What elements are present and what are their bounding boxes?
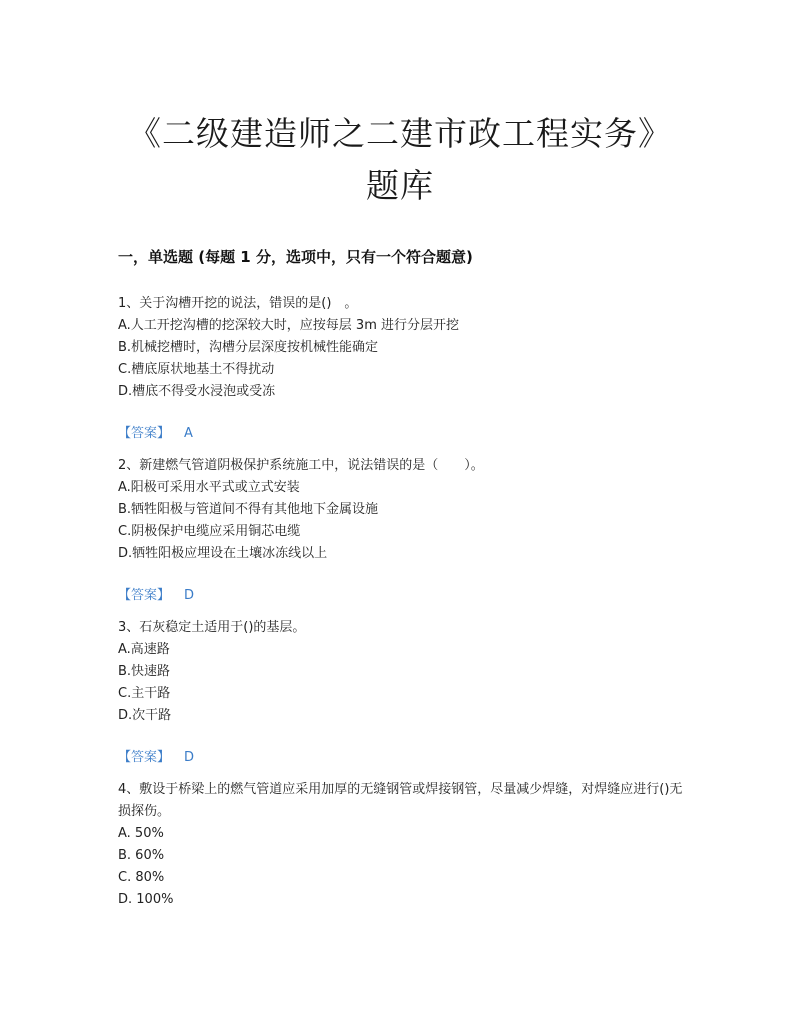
option-a: A. 50%: [118, 826, 164, 841]
question-stem: 3、石灰稳定土适用于()的基层。: [118, 620, 306, 635]
option-b: B. 60%: [118, 848, 165, 863]
answer-label: 【答案】: [118, 750, 171, 765]
question-stem: 2、新建燃气管道阴极保护系统施工中，说法错误的是（ ）。: [118, 458, 484, 473]
option-a: A.人工开挖沟槽的挖深较大时，应按每层 3m 进行分层开挖: [118, 318, 459, 333]
option-b: B.牺牲阳极与管道间不得有其他地下金属设施: [118, 502, 379, 517]
answer-label: 【答案】: [118, 588, 171, 603]
option-b: B.快速路: [118, 664, 171, 679]
answer-value: D: [184, 588, 195, 603]
question-4: [118, 779, 688, 911]
question-2: [118, 455, 688, 565]
option-d: D.槽底不得受水浸泡或受冻: [118, 384, 276, 399]
option-b: B.机械挖槽时，沟槽分层深度按机械性能确定: [118, 340, 379, 355]
option-c: C.主干路: [118, 686, 171, 701]
question-1: [118, 293, 688, 403]
option-c: C. 80%: [118, 870, 165, 885]
answer-value: D: [184, 750, 195, 765]
option-c: C.阴极保护电缆应采用铜芯电缆: [118, 524, 301, 539]
option-d: D.次干路: [118, 708, 172, 723]
option-d: D.牺牲阳极应埋设在土壤冰冻线以上: [118, 546, 328, 561]
answer-1: [118, 422, 193, 441]
question-3: [118, 617, 688, 727]
answer-label: 【答案】: [118, 426, 171, 441]
answer-3: [118, 746, 194, 765]
option-d: D. 100%: [118, 892, 174, 907]
option-a: A.高速路: [118, 642, 170, 657]
document-subtitle: 题库: [366, 166, 434, 205]
option-c: C.槽底原状地基土不得扰动: [118, 362, 275, 377]
question-stem: 1、关于沟槽开挖的说法，错误的是() 。: [118, 296, 358, 311]
option-a: A.阳极可采用水平式或立式安装: [118, 480, 300, 495]
document-title: 《二级建造师之二建市政工程实务》: [128, 114, 672, 153]
question-stem: 4、敷设于桥梁上的燃气管道应采用加厚的无缝钢管或焊接钢管，尽量减少焊缝，对焊缝应进行()无损探伤。: [118, 782, 683, 819]
answer-2: [118, 584, 194, 603]
answer-value: A: [184, 426, 193, 441]
section-heading: 一，单选题 (每题 1 分，选项中，只有一个符合题意): [118, 248, 473, 266]
